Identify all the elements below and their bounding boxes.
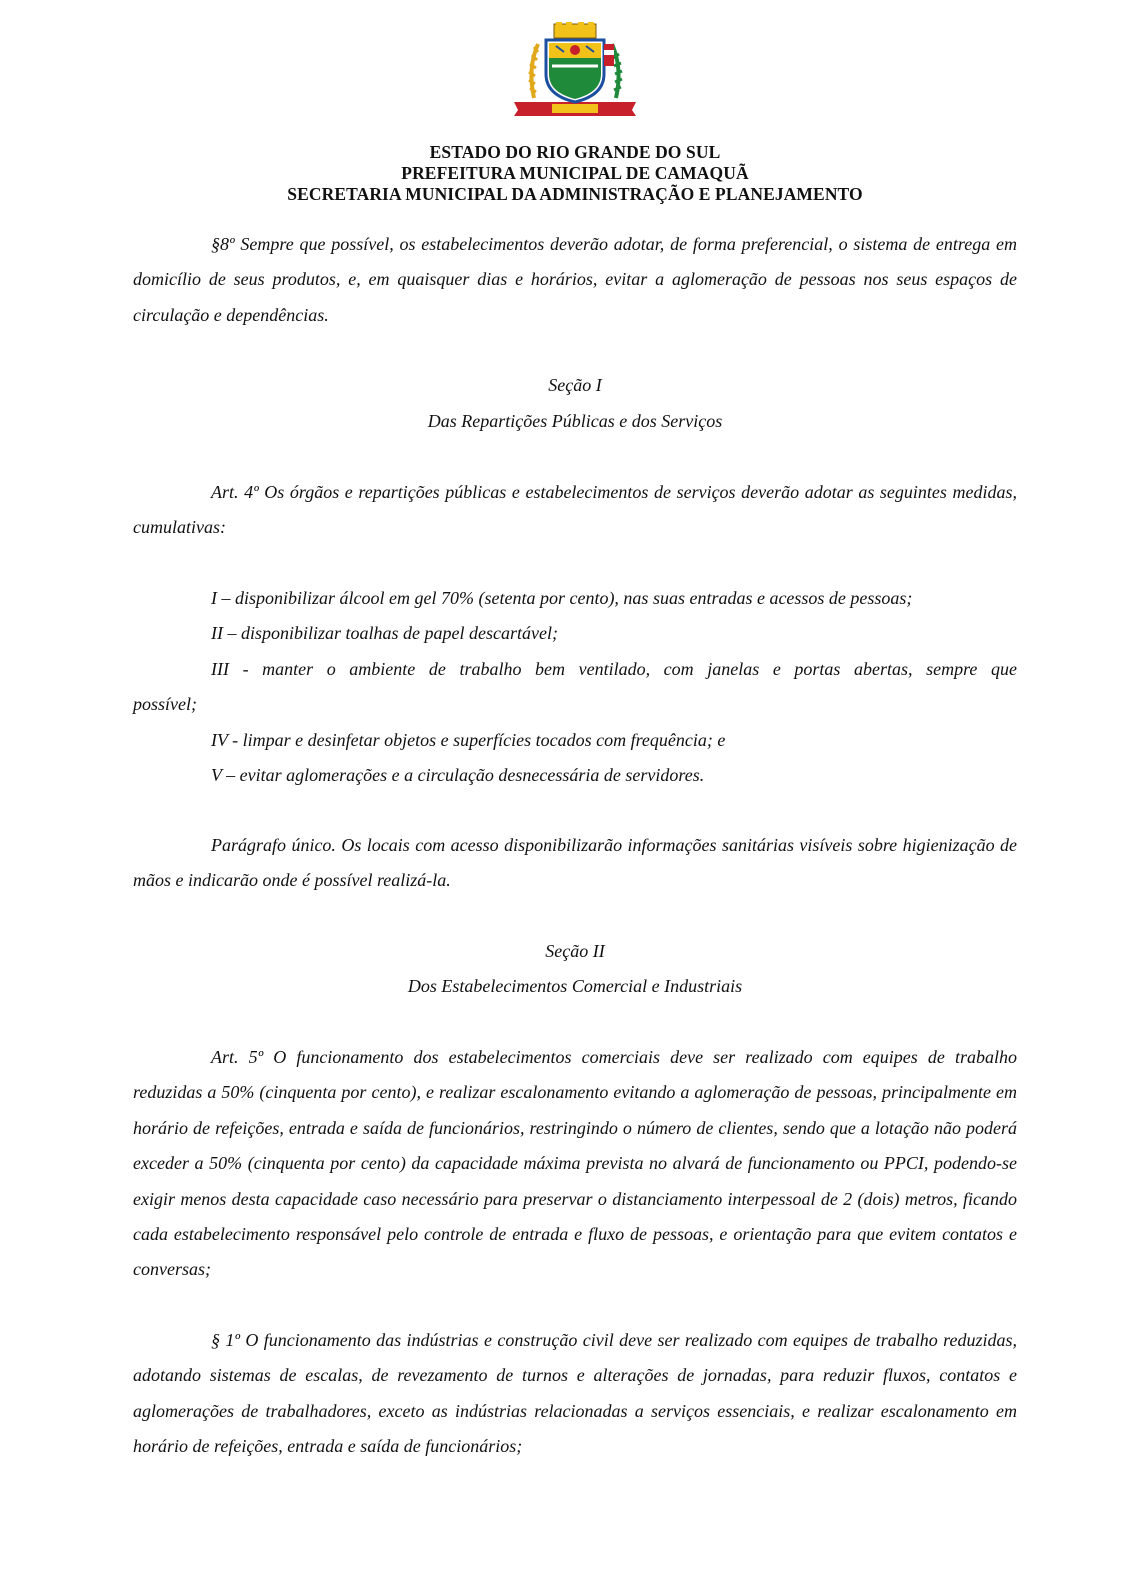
letterhead-state: ESTADO DO RIO GRANDE DO SUL	[429, 142, 721, 162]
item-v: V – evitar aglomerações e a circulação desnecessária de servidores.	[211, 765, 705, 786]
article-5: Art. 5º O funcionamento dos estabelecimentos comerciais deve ser realizado com equipes de trabalho reduzidas a 50% (cinquenta por cento), e realizar escalonamento evitando a aglomeração de pessoas, principalmente em horário de refeições, entrada e saída de funcionários, restringindo o número de clientes, sendo que a lotação não poderá exceder a 50% (cinquenta por cento) da capacidade máxima prevista no alvará de funcionamento ou PPCI, podendo-se exigir menos desta capacidade caso necessário para preservar o distanciamento interpessoal de 2 (dois) metros, ficando cada estabelecimento responsável pelo controle de entrada e fluxo de pessoas, e orientação para que evitem contatos e conversas;	[133, 1047, 1017, 1280]
article-4: Art. 4º Os órgãos e repartições públicas e estabelecimentos de serviços deverão adotar as seguintes medidas, cumulativas:	[133, 482, 1017, 538]
paragraph-8: §8º Sempre que possível, os estabelecimentos deverão adotar, de forma preferencial, o sistema de entrega em domicílio de seus produtos, e, em quaisquer dias e horários, evitar a aglomeração de pessoas nos seus espaços de circulação e dependências.	[133, 234, 1017, 325]
section-2-title: Seção II	[545, 941, 605, 961]
paragrafo-unico: Parágrafo único. Os locais com acesso disponibilizarão informações sanitárias visíveis sobre higienização de mãos e indicarão onde é possível realizá-la.	[133, 835, 1017, 891]
item-iii-continuation: possível;	[133, 694, 197, 715]
municipal-coat-of-arms-icon	[512, 22, 638, 120]
section-1-title: Seção I	[548, 375, 602, 395]
letterhead	[0, 142, 1125, 205]
letterhead-secretariat: SECRETARIA MUNICIPAL DA ADMINISTRAÇÃO E PLANEJAMENTO	[287, 184, 863, 204]
item-ii: II – disponibilizar toalhas de papel descartável;	[211, 623, 558, 644]
section-2-subtitle: Dos Estabelecimentos Comercial e Industriais	[407, 976, 743, 996]
article-5-paragraph-1: § 1º O funcionamento das indústrias e construção civil deve ser realizado com equipes de trabalho reduzidas, adotando sistemas de escalas, de revezamento de turnos e alterações de jornadas, para reduzir fluxos, contatos e aglomerações de trabalhadores, exceto as indústrias relacionadas a serviços essenciais, e realizar escalonamento em horário de refeições, entrada e saída de funcionários;	[133, 1330, 1017, 1457]
article-4-items	[133, 581, 1017, 793]
letterhead-prefecture: PREFEITURA MUNICIPAL DE CAMAQUÃ	[401, 163, 749, 183]
item-i: I – disponibilizar álcool em gel 70% (setenta por cento), nas suas entradas e acessos de pessoas;	[211, 588, 913, 608]
item-iii: III - manter o ambiente de trabalho bem ventilado, com janelas e portas abertas, sempre que	[211, 658, 1017, 679]
section-1-subtitle: Das Repartições Públicas e dos Serviços	[427, 411, 723, 431]
item-iv: IV - limpar e desinfetar objetos e superfícies tocados com frequência; e	[211, 729, 726, 750]
